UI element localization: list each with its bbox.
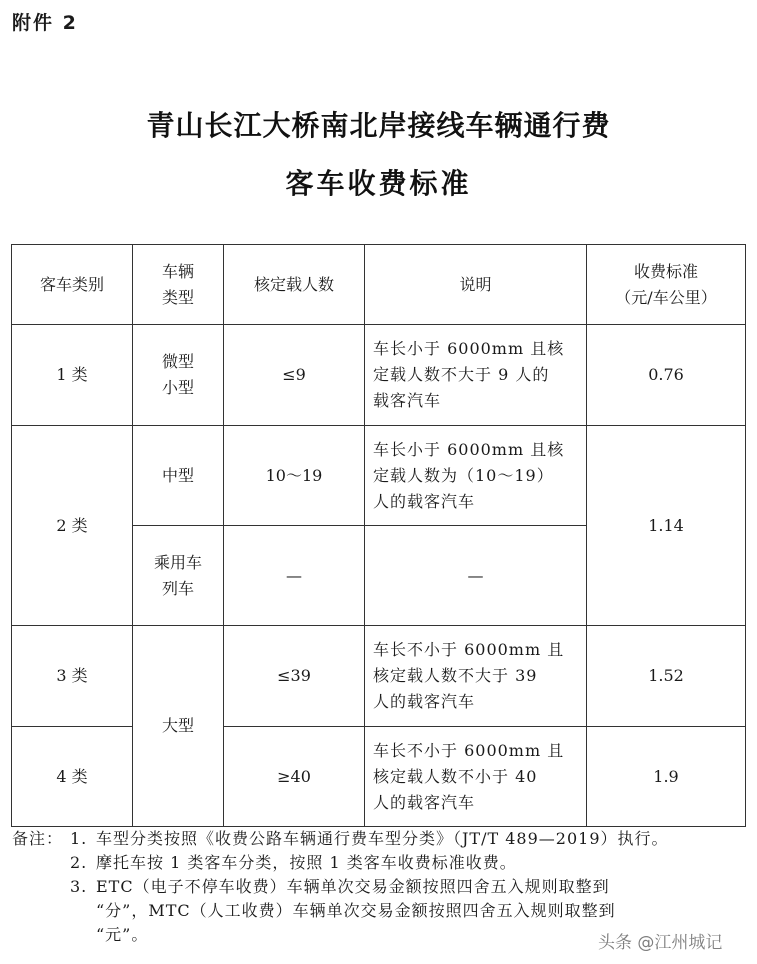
category-cell: 2 类 (12, 426, 133, 626)
vehicle-type-line2: 小型 (161, 378, 194, 397)
seats-cell: 10～19 (224, 426, 365, 526)
watermark: 头条 @江州城记 (598, 933, 723, 953)
description-line: 核定载人数不大于 39 (373, 666, 538, 685)
description-line: 车长不小于 6000mm 且 (373, 640, 565, 659)
header-fee (587, 245, 746, 325)
fee-cell: 1.14 (587, 426, 746, 626)
category-cell: 1 类 (12, 325, 133, 426)
description-line: 人的载客汽车 (373, 692, 476, 711)
table-row (12, 426, 746, 526)
document-title-line-2: 客车收费标准 (285, 167, 472, 200)
vehicle-type-cell: 大型 (133, 626, 224, 827)
note-item (12, 851, 752, 875)
description-line: 核定载人数不小于 40 (373, 766, 538, 786)
header-vehicle-type (133, 245, 224, 325)
seats-cell: — (224, 526, 365, 626)
header-vehicle-type-line2: 类型 (161, 287, 194, 307)
header-vehicle-type-line1: 车辆 (161, 261, 194, 281)
description-line: 载客汽车 (373, 391, 442, 410)
description-line: 车长小于 6000mm 且核 (373, 439, 565, 459)
vehicle-type-line1: 乘用车 (153, 552, 202, 572)
description-cell: — (365, 526, 587, 626)
notes-prefix: 备注： (12, 829, 64, 848)
description-line: 车长小于 6000mm 且核 (373, 339, 565, 358)
vehicle-type-line1: 微型 (161, 352, 194, 371)
description-cell (365, 325, 587, 426)
note-continuation: “元”。 (96, 925, 149, 944)
document-title-line-1: 青山长江大桥南北岸接线车辆通行费 (146, 109, 611, 142)
fee-standard-table (11, 244, 746, 827)
note-item (12, 875, 752, 899)
note-continuation: “分”，MTC（人工收费）车辆单次交易金额按照四舍五入规则取整到 (96, 901, 616, 920)
table-row (12, 626, 746, 727)
table-row (12, 325, 746, 426)
vehicle-type-cell (133, 526, 224, 626)
seats-cell: ≤9 (224, 325, 365, 426)
note-text: 车型分类按照《收费公路车辆通行费车型分类》（JT/T 489—2019）执行。 (96, 829, 669, 848)
vehicle-type-cell: 中型 (133, 426, 224, 526)
category-cell: 4 类 (12, 727, 133, 827)
note-text: ETC（电子不停车收费）车辆单次交易金额按照四舍五入规则取整到 (96, 877, 610, 896)
description-line: 人的载客汽车 (373, 792, 476, 812)
description-line: 定载人数为（10～19） (373, 465, 554, 485)
attachment-label: 附件 2 (12, 12, 78, 34)
category-cell: 3 类 (12, 626, 133, 727)
header-fee-line1: 收费标准 (633, 261, 698, 281)
description-line: 人的载客汽车 (373, 491, 476, 511)
table-header-row (12, 245, 746, 325)
fee-cell: 0.76 (587, 325, 746, 426)
header-description: 说明 (365, 245, 587, 325)
fee-cell: 1.52 (587, 626, 746, 727)
description-cell (365, 426, 587, 526)
note-text: 摩托车按 1 类客车分类，按照 1 类客车收费标准收费。 (96, 853, 517, 872)
description-cell (365, 626, 587, 727)
header-fee-line2: （元/车公里） (615, 287, 717, 307)
vehicle-type-line2: 列车 (161, 578, 194, 598)
description-cell (365, 727, 587, 827)
note-number: 3. (70, 877, 88, 896)
seats-cell: ≥40 (224, 727, 365, 827)
description-line: 车长不小于 6000mm 且 (373, 740, 565, 760)
header-category: 客车类别 (12, 245, 133, 325)
fee-cell: 1.9 (587, 727, 746, 827)
table-row (12, 727, 746, 827)
note-number: 2. (70, 853, 88, 872)
description-line: 定载人数不大于 9 人的 (373, 365, 550, 384)
note-number: 1. (70, 829, 88, 848)
header-seats: 核定载人数 (224, 245, 365, 325)
vehicle-type-cell (133, 325, 224, 426)
note-item (12, 827, 752, 851)
seats-cell: ≤39 (224, 626, 365, 727)
